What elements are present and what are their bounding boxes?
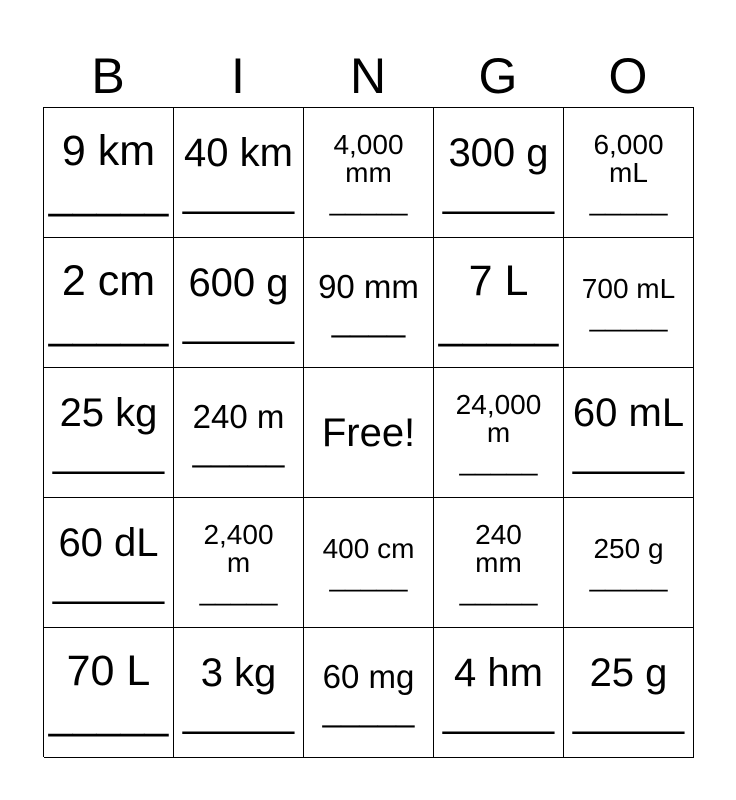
- bingo-cell[interactable]: 9 km _____: [44, 108, 174, 238]
- bingo-cell[interactable]: 40 km _____: [174, 108, 304, 238]
- bingo-cell[interactable]: 7 L _____: [434, 238, 564, 368]
- bingo-cell[interactable]: 25 kg _____: [44, 368, 174, 498]
- bingo-cell[interactable]: 240 m _____: [174, 368, 304, 498]
- bingo-cell[interactable]: 2,400 m _____: [174, 498, 304, 628]
- bingo-cell[interactable]: 60 dL _____: [44, 498, 174, 628]
- header-letter-g: G: [478, 48, 518, 104]
- bingo-cell[interactable]: 400 cm _____: [304, 498, 434, 628]
- bingo-cell[interactable]: 60 mg _____: [304, 628, 434, 758]
- bingo-cell[interactable]: 6,000 mL _____: [564, 108, 694, 238]
- bingo-cell[interactable]: 600 g _____: [174, 238, 304, 368]
- bingo-header: [43, 46, 693, 106]
- bingo-cell[interactable]: 2 cm _____: [44, 238, 174, 368]
- header-letter-b: B: [91, 48, 125, 104]
- header-letter-n: N: [349, 48, 387, 104]
- bingo-cell[interactable]: 700 mL _____: [564, 238, 694, 368]
- bingo-cell[interactable]: 60 mL _____: [564, 368, 694, 498]
- bingo-cell[interactable]: 70 L _____: [44, 628, 174, 758]
- header-letter-o: O: [608, 48, 648, 104]
- bingo-cell[interactable]: 300 g _____: [434, 108, 564, 238]
- bingo-cell[interactable]: 90 mm ____: [304, 238, 434, 368]
- bingo-cell[interactable]: 250 g _____: [564, 498, 694, 628]
- bingo-cell[interactable]: 4,000 mm _____: [304, 108, 434, 238]
- bingo-card-grid: [43, 107, 694, 757]
- free-space-cell[interactable]: Free!: [304, 368, 434, 498]
- bingo-cell[interactable]: 4 hm _____: [434, 628, 564, 758]
- bingo-cell[interactable]: 3 kg _____: [174, 628, 304, 758]
- bingo-cell[interactable]: 240 mm _____: [434, 498, 564, 628]
- bingo-cell[interactable]: 24,000 m _____: [434, 368, 564, 498]
- header-letter-i: I: [231, 48, 245, 104]
- bingo-cell[interactable]: 25 g _____: [564, 628, 694, 758]
